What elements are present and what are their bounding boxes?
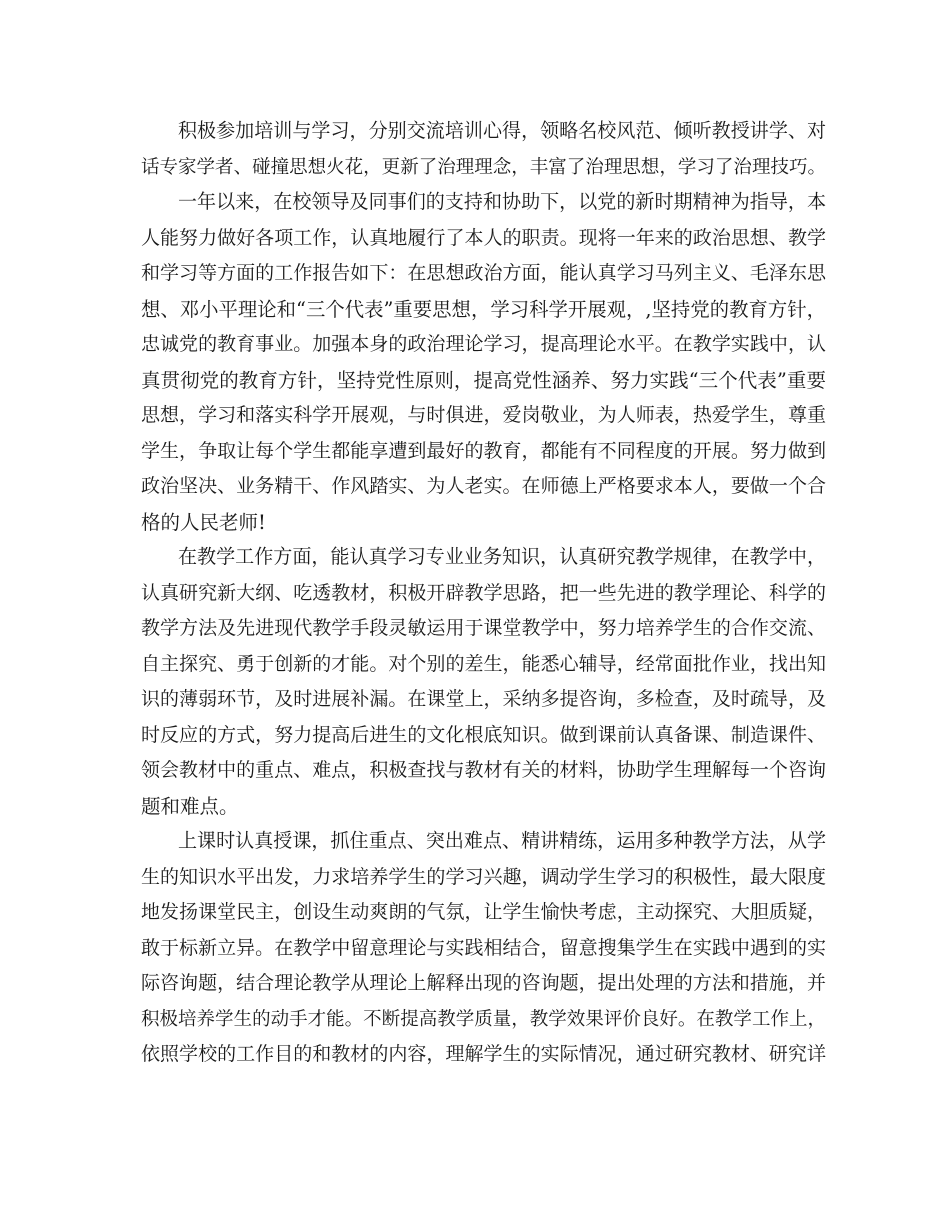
text-line: 一年以来，在校领导及同事们的支持和协助下，以党的新时期精神为指导，本	[178, 191, 826, 213]
text-line: 自主探究、勇于创新的才能。对个别的差生，能悉心辅导，经常面批作业，找出知	[141, 652, 826, 675]
text-line: 认真研究新大纲、吃透教材，积极开辟教学思路，把一些先进的教学理论、科学的	[141, 581, 826, 604]
text-line: 教学方法及先进现代教学手段灵敏运用于课堂教学中，努力培养学生的合作交流、	[141, 617, 826, 639]
text-line: 和学习等方面的工作报告如下：在思想政治方面，能认真学习马列主义、毛泽东思	[141, 262, 826, 284]
text-line: 政治坚决、业务精干、作风踏实、为人老实。在师德上严格要求本人，要做一个合	[141, 475, 826, 497]
text-line: 积极培养学生的动手才能。不断提高教学质量，教学效果评价良好。在教学工作上，	[141, 1008, 826, 1030]
text-line: 敢于标新立异。在教学中留意理论与实践相结合，留意搜集学生在实践中遇到的实	[141, 936, 826, 959]
text-line: 际咨询题，结合理论教学从理论上解释出现的咨询题，提出处理的方法和措施，并	[141, 972, 826, 994]
text-line: 话专家学者、碰撞思想火花，更新了治理理念，丰富了治理思想，学习了治理技巧。	[141, 156, 826, 178]
text-line: 依照学校的工作目的和教材的内容，理解学生的实际情况，通过研究教材、研究详	[141, 1043, 826, 1065]
text-line: 学生，争取让每个学生都能享遭到最好的教育，都能有不同程度的开展。努力做到	[141, 439, 826, 462]
text-line: 思想，学习和落实科学开展观，与时俱进，爱岗敬业，为人师表，热爱学生，尊重	[141, 404, 826, 426]
document-body	[141, 114, 826, 1073]
text-line: 识的薄弱环节，及时进展补漏。在课堂上，采纳多提咨询，多检查，及时疏导，及	[141, 688, 826, 710]
text-line: 上课时认真授课，抓住重点、突出难点、精讲精练，运用多种教学方法，从学	[178, 830, 826, 852]
text-line: 题和难点。	[141, 794, 239, 818]
text-line: 地发扬课堂民主，创设生动爽朗的气氛，让学生愉快考虑，主动探究、大胆质疑，	[141, 901, 826, 923]
text-line: 忠诚党的教育事业。加强本身的政治理论学习，提高理论水平。在教学实践中，认	[141, 333, 826, 355]
text-line: 真贯彻党的教育方针，坚持党性原则，提高党性涵养、努力实践“三个代表”重要	[141, 368, 826, 392]
text-line: 格的人民老师!	[141, 510, 266, 534]
text-line: 想、邓小平理论和“三个代表”重要思想，学习科学开展观，,坚持党的教育方针，	[141, 297, 826, 321]
text-line: 积极参加培训与学习，分别交流培训心得，领略名校风范、倾听教授讲学、对	[178, 120, 826, 142]
text-line: 时反应的方式，努力提高后进生的文化根底知识。做到课前认真备课、制造课件、	[141, 723, 826, 746]
text-line: 领会教材中的重点、难点，积极查找与教材有关的材料，协助学生理解每一个咨询	[141, 759, 826, 781]
text-line: 在教学工作方面，能认真学习专业业务知识，认真研究教学规律，在教学中，	[178, 546, 826, 568]
text-line: 生的知识水平出发，力求培养学生的学习兴趣，调动学生学习的积极性，最大限度	[141, 865, 826, 888]
text-line: 人能努力做好各项工作，认真地履行了本人的职责。现将一年来的政治思想、教学	[141, 226, 826, 249]
